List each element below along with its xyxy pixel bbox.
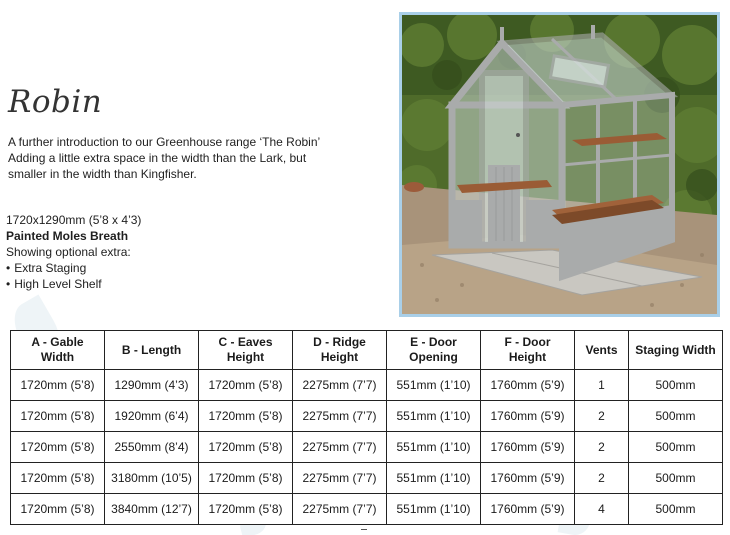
table-cell: 1760mm (5’9) <box>481 370 575 401</box>
table-cell: 1290mm (4’3) <box>105 370 199 401</box>
table-cell: 500mm <box>629 370 723 401</box>
intro-paragraph: A further introduction to our Greenhouse range ‘The Robin’ Adding a little extra space in the width than the Lark, but smaller in the width than Kingfisher. <box>8 135 320 181</box>
table-cell: 1720mm (5’8) <box>11 370 105 401</box>
table-cell: 551mm (1’10) <box>387 463 481 494</box>
table-cell: 2 <box>575 401 629 432</box>
size-text: 1720x1290mm (5’8 x 4’3) <box>6 213 142 227</box>
extras-list <box>6 260 306 292</box>
table-cell: 500mm <box>629 463 723 494</box>
table-cell: 2275mm (7’7) <box>293 370 387 401</box>
spec-summary <box>6 212 306 292</box>
table-cell: 500mm <box>629 401 723 432</box>
table-row <box>11 432 723 463</box>
table-cell: 1720mm (5’8) <box>199 401 293 432</box>
table-cell: 1 <box>575 370 629 401</box>
table-cell: 2275mm (7’7) <box>293 401 387 432</box>
table-cell: 2275mm (7’7) <box>293 432 387 463</box>
table-cell: 1720mm (5’8) <box>11 494 105 525</box>
table-row <box>11 370 723 401</box>
page-mark <box>361 529 367 535</box>
table-cell: 1760mm (5’9) <box>481 494 575 525</box>
col-header-staging-width: Staging Width <box>629 331 723 370</box>
table-cell: 1720mm (5’8) <box>11 401 105 432</box>
col-header-door-height: F - Door Height <box>481 331 575 370</box>
table-cell: 1720mm (5’8) <box>199 494 293 525</box>
extra-item: • Extra Staging <box>6 260 306 276</box>
table-cell: 3180mm (10’5) <box>105 463 199 494</box>
table-cell: 1720mm (5’8) <box>11 432 105 463</box>
table-row <box>11 463 723 494</box>
col-header-door-opening: E - Door Opening <box>387 331 481 370</box>
spec-table <box>10 330 723 525</box>
greenhouse-illustration <box>402 15 717 314</box>
table-cell: 1760mm (5’9) <box>481 401 575 432</box>
table-cell: 1920mm (6’4) <box>105 401 199 432</box>
table-cell: 1720mm (5’8) <box>199 432 293 463</box>
col-header-ridge-height: D - Ridge Height <box>293 331 387 370</box>
table-cell: 3840mm (12’7) <box>105 494 199 525</box>
table-cell: 1720mm (5’8) <box>199 370 293 401</box>
table-cell: 2550mm (8’4) <box>105 432 199 463</box>
extras-heading: Showing optional extra: <box>6 245 131 259</box>
table-cell: 2275mm (7’7) <box>293 494 387 525</box>
col-header-eaves-height: C - Eaves Height <box>199 331 293 370</box>
table-body <box>11 370 723 525</box>
table-cell: 4 <box>575 494 629 525</box>
table-cell: 551mm (1’10) <box>387 370 481 401</box>
greenhouse-photo <box>399 12 720 317</box>
col-header-gable-width: A - Gable Width <box>11 331 105 370</box>
table-row <box>11 494 723 525</box>
table-cell: 551mm (1’10) <box>387 432 481 463</box>
col-header-length: B - Length <box>105 331 199 370</box>
table-cell: 1720mm (5’8) <box>11 463 105 494</box>
table-cell: 1720mm (5’8) <box>199 463 293 494</box>
finish-text: Painted Moles Breath <box>6 229 129 243</box>
table-cell: 500mm <box>629 432 723 463</box>
extra-item: • High Level Shelf <box>6 276 306 292</box>
table-row <box>11 401 723 432</box>
table-header-row <box>11 331 723 370</box>
table-header <box>11 331 723 370</box>
page-title: Robin <box>8 84 103 120</box>
col-header-vents: Vents <box>575 331 629 370</box>
table-cell: 551mm (1’10) <box>387 494 481 525</box>
table-cell: 2275mm (7’7) <box>293 463 387 494</box>
table-cell: 2 <box>575 463 629 494</box>
table-cell: 1760mm (5’9) <box>481 463 575 494</box>
table-cell: 551mm (1’10) <box>387 401 481 432</box>
table-cell: 1760mm (5’9) <box>481 432 575 463</box>
table-cell: 2 <box>575 432 629 463</box>
table-cell: 500mm <box>629 494 723 525</box>
